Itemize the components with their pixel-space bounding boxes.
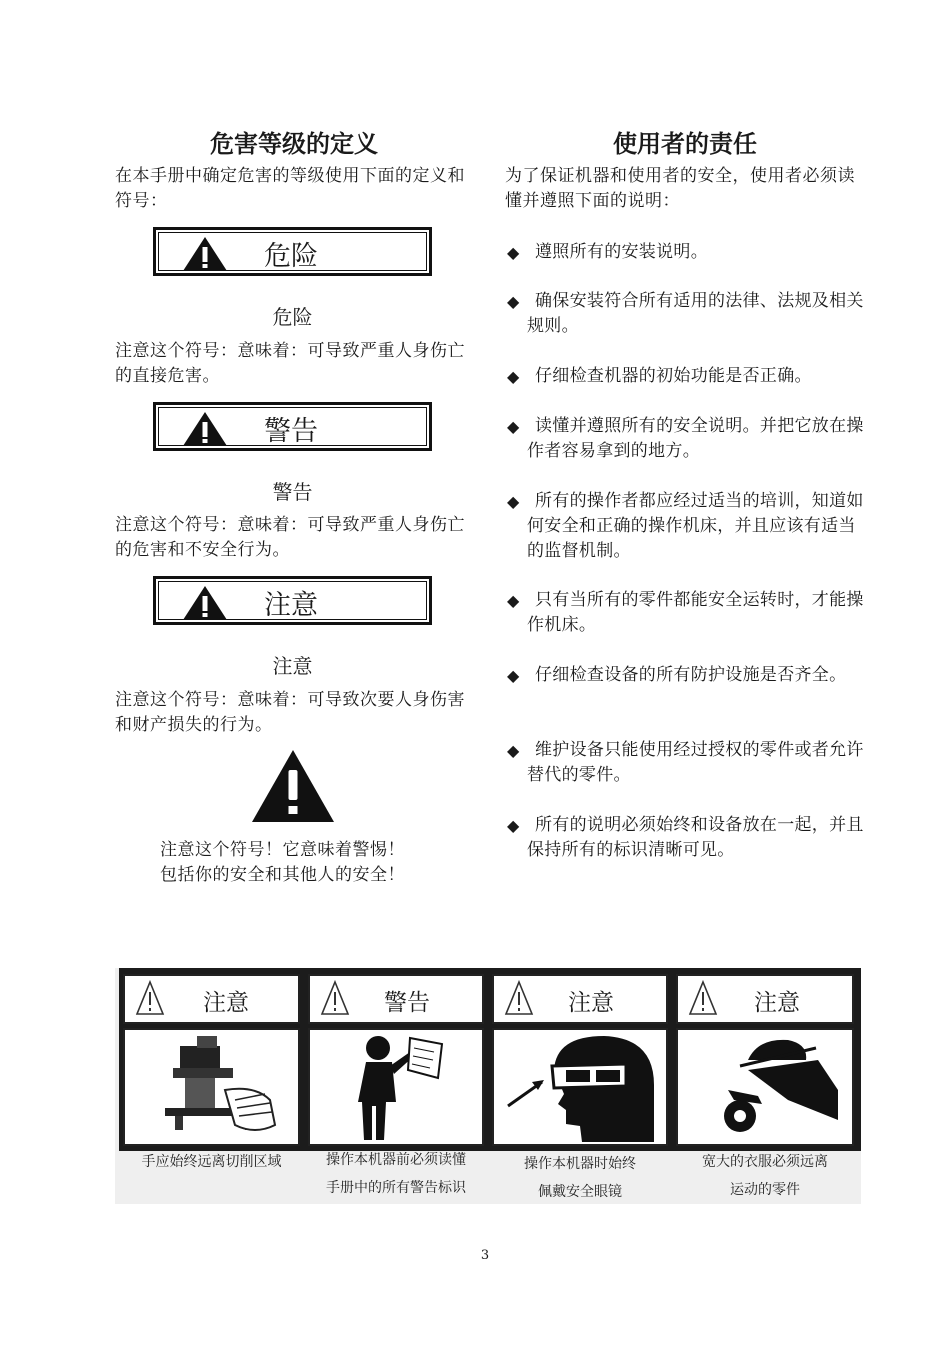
sign-3-label: 注意 (568, 990, 614, 1016)
sign-1-header (123, 974, 300, 1024)
sign-2-caption: 操作本机器前必须读懂 手册中的所有警告标识 (326, 1152, 466, 1196)
list-item: ◆ 仔细检查设备的所有防护设施是否齐全。 (507, 663, 867, 688)
sign-3-header (492, 974, 668, 1024)
sign-1-label: 注意 (203, 990, 249, 1016)
list-item: ◆ 确保安装符合所有适用的法律、法规及相关规则。 (507, 291, 864, 336)
caution-label (153, 576, 432, 625)
caution-outline-icon (688, 980, 718, 1016)
list-item: ◆ 仔细检查机器的初始功能是否正确。 (507, 364, 867, 389)
diamond-bullet-icon: ◆ (507, 292, 520, 311)
danger-label (153, 227, 432, 276)
list-item: ◆ 遵照所有的安装说明。 (507, 240, 867, 265)
caution-outline-icon (320, 980, 350, 1016)
loose-clothing-icon (678, 1030, 852, 1144)
list-item: ◆ 所有的说明必须始终和设备放在一起，并且保持所有的标识清晰可见。 (507, 815, 864, 860)
diamond-bullet-icon: ◆ (507, 666, 520, 685)
warning-label (153, 402, 432, 451)
sign-2-image (308, 1028, 484, 1146)
caution-outline-icon (135, 980, 165, 1016)
hand-machine-icon (125, 1030, 298, 1144)
diamond-bullet-icon: ◆ (507, 417, 520, 436)
sign-2-header (308, 974, 484, 1024)
sign-3-caption: 操作本机器时始终 佩戴安全眼镜 (524, 1156, 636, 1200)
caution-name: 注意 (272, 654, 313, 678)
caution-outline-icon (504, 980, 534, 1016)
list-item: ◆ 读懂并遵照所有的安全说明。并把它放在操作者容易拿到的地方。 (507, 416, 864, 461)
diamond-bullet-icon: ◆ (507, 243, 520, 262)
caution-label-text: 注意 (264, 590, 318, 621)
diamond-bullet-icon: ◆ (507, 367, 520, 386)
sign-4-header (676, 974, 854, 1024)
warning-triangle-icon (182, 411, 228, 447)
danger-description: 注意这个符号：意味着：可导致严重人身伤亡的直接危害。 (115, 341, 465, 386)
list-item: ◆ 维护设备只能使用经过授权的零件或者允许替代的零件。 (507, 740, 864, 785)
caution-description: 注意这个符号：意味着：可导致次要人身伤害和财产损失的行为。 (115, 690, 465, 735)
sign-4-image (676, 1028, 854, 1146)
safety-goggles-icon (494, 1030, 666, 1144)
page-number: 3 (480, 1248, 490, 1263)
alert-line-1: 注意这个符号！它意味着警惕！ (160, 840, 405, 860)
danger-name: 危险 (272, 305, 313, 329)
reading-person-icon (310, 1030, 482, 1144)
alert-line-2: 包括你的安全和其他人的安全！ (160, 865, 405, 885)
list-item: ◆ 只有当所有的零件都能安全运转时，才能操作机床。 (507, 590, 864, 635)
warning-triangle-icon (182, 236, 228, 272)
sign-1-image (123, 1028, 300, 1146)
warning-name: 警告 (272, 480, 313, 504)
sign-2-label: 警告 (384, 990, 430, 1016)
warning-label-text: 警告 (264, 416, 318, 447)
sign-3-image (492, 1028, 668, 1146)
sign-4-caption: 宽大的衣服必须远离 运动的零件 (702, 1154, 828, 1198)
list-item: ◆ 所有的操作者都应经过适当的培训，知道如何安全和正确的操作机床，并且应该有适当的监督机制。 (507, 491, 864, 561)
diamond-bullet-icon: ◆ (507, 816, 520, 835)
hazard-levels-heading: 危害等级的定义 (210, 130, 378, 158)
sign-4-label: 注意 (754, 990, 800, 1016)
diamond-bullet-icon: ◆ (507, 591, 520, 610)
user-responsibility-intro: 为了保证机器和使用者的安全，使用者必须读懂并遵照下面的说明： (505, 166, 855, 211)
danger-label-text: 危险 (264, 241, 318, 272)
sign-1-caption: 手应始终远离切削区域 (141, 1154, 282, 1170)
hazard-levels-intro: 在本手册中确定危害的等级使用下面的定义和符号： (115, 166, 465, 211)
warning-triangle-icon (182, 585, 228, 621)
diamond-bullet-icon: ◆ (507, 741, 520, 760)
alert-triangle-icon (250, 748, 336, 824)
warning-description: 注意这个符号：意味着：可导致严重人身伤亡的危害和不安全行为。 (115, 515, 465, 560)
user-responsibility-heading: 使用者的责任 (613, 130, 757, 158)
safety-signs-strip (115, 968, 861, 1204)
diamond-bullet-icon: ◆ (507, 492, 520, 511)
